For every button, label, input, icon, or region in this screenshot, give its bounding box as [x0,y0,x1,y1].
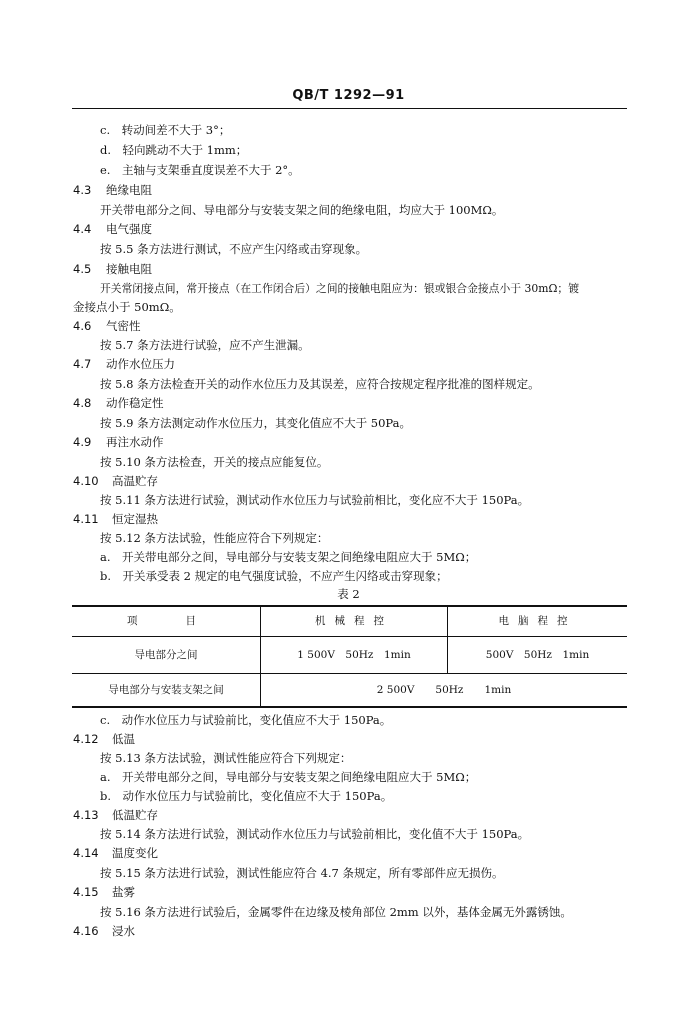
section-number: 4.7 [73,357,92,371]
paragraph: 按 5.15 条方法进行试验，测试性能应符合 4.7 条规定，所有零部件应无损伤。 [100,866,504,880]
list-item-a: a. 开关带电部分之间，导电部分与安装支架之间绝缘电阻应大于 5MΩ； [100,550,477,564]
paragraph: 金接点小于 50mΩ。 [73,300,181,314]
section-title: 气密性 [106,319,141,333]
section-title: 恒定湿热 [112,512,158,526]
section-title: 绝缘电阻 [106,183,152,197]
section-number: 4.11 [73,512,99,526]
paragraph: 开关带电部分之间、导电部分与安装支架之间的绝缘电阻，均应大于 100MΩ。 [100,203,504,217]
table-cell-computer: 500V 50Hz 1min [485,649,590,661]
paragraph: 开关常闭接点间，常开接点（在工作闭合后）之间的接触电阻应为：银或银合金接点小于 30mΩ；镀 [100,282,580,295]
table-cell-merged: 2 500V 50Hz 1min [376,684,512,696]
list-item-c: c. 动作水位压力与试验前比，变化值应不大于 150Pa。 [100,713,392,727]
section-number: 4.16 [73,924,99,938]
section-number: 4.6 [73,319,92,333]
list-item-b: b. 动作水位压力与试验前比，变化值应不大于 150Pa。 [100,789,393,803]
table-cell-mechanical: 1 500V 50Hz 1min [297,649,411,661]
section-title: 浸水 [112,924,135,938]
section-title: 动作水位压力 [106,357,175,371]
table-row-rule [72,673,627,674]
table-header-item: 项 目 [127,615,205,627]
section-title: 温度变化 [112,846,158,860]
table-bottom-rule [72,706,627,708]
list-item-a: a. 开关带电部分之间，导电部分与安装支架之间绝缘电阻应大于 5MΩ； [100,770,477,784]
paragraph: 按 5.16 条方法进行试验后，金属零件在边缘及棱角部位 2mm 以外，基体金属无外露锈蚀。 [100,905,572,919]
paragraph: 按 5.13 条方法试验，测试性能应符合下列规定： [100,751,352,765]
table-header-rule [72,636,627,637]
section-title: 低温 [112,732,135,746]
section-number: 4.8 [73,396,92,410]
header-rule [72,108,627,109]
table-top-rule [72,605,627,607]
section-number: 4.4 [73,222,92,236]
section-number: 4.9 [73,435,92,449]
list-item-c: c. 转动间差不大于 3°； [100,123,231,137]
table-caption: 表 2 [337,587,360,601]
section-title: 再注水动作 [106,435,164,449]
section-title: 盐雾 [112,885,135,899]
section-title: 电气强度 [106,222,152,236]
section-title: 高温贮存 [112,474,158,488]
list-item-d: d. 轻向跳动不大于 1mm； [100,143,248,157]
section-number: 4.3 [73,183,92,197]
section-number: 4.5 [73,262,92,276]
section-title: 低温贮存 [112,808,158,822]
paragraph: 按 5.11 条方法进行试验，测试动作水位压力与试验前相比，变化应不大于 150Pa。 [100,493,530,507]
section-title: 动作稳定性 [106,396,164,410]
paragraph: 按 5.8 条方法检查开关的动作水位压力及其误差，应符合按规定程序批准的图样规定。 [100,377,540,391]
paragraph: 按 5.12 条方法试验，性能应符合下列规定： [100,531,329,545]
section-number: 4.13 [73,808,99,822]
paragraph: 按 5.9 条方法测定动作水位压力，其变化值应不大于 50Pa。 [100,416,411,430]
document-code-header: QB/T 1292—91 [292,88,405,103]
section-title: 接触电阻 [106,262,152,276]
section-number: 4.12 [73,732,99,746]
paragraph: 按 5.10 条方法检查，开关的接点应能复位。 [100,455,329,469]
table-cell-item: 导电部分与安装支架之间 [108,684,224,696]
paragraph: 按 5.14 条方法进行试验，测试动作水位压力与试验前相比，变化值不大于 150Pa。 [100,827,530,841]
table-cell-item: 导电部分之间 [134,649,198,661]
section-number: 4.10 [73,474,99,488]
table-header-computer: 电脑程控 [498,615,577,627]
list-item-e: e. 主轴与支架垂直度误差不大于 2°。 [100,163,300,177]
table-header-mechanical: 机械程控 [315,615,393,627]
paragraph: 按 5.5 条方法进行测试，不应产生闪络或击穿现象。 [100,242,368,256]
section-number: 4.14 [73,846,99,860]
list-item-b: b. 开关承受表 2 规定的电气强度试验，不应产生闪络或击穿现象； [100,569,448,583]
section-number: 4.15 [73,885,99,899]
paragraph: 按 5.7 条方法进行试验，应不产生泄漏。 [100,338,310,352]
